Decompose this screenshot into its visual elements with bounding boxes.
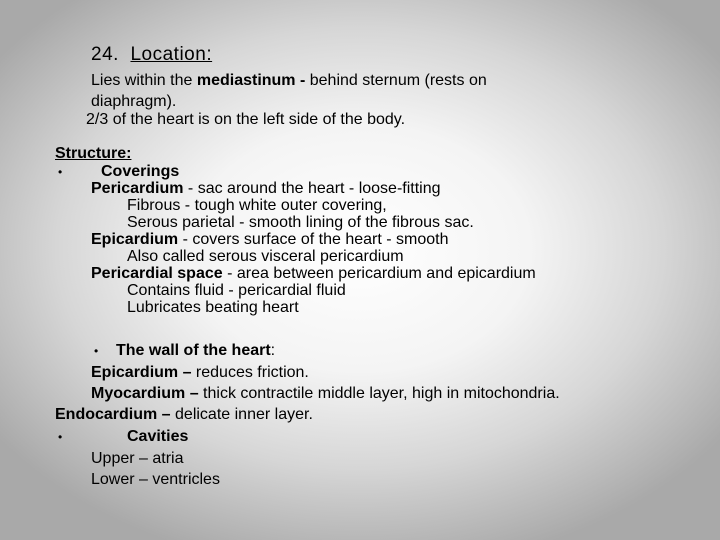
location-title: Location: xyxy=(130,44,213,65)
coverings-item xyxy=(58,163,180,181)
location-line-3: 2/3 of the heart is on the left side of the body. xyxy=(86,111,406,128)
location-heading xyxy=(91,44,212,66)
cavities-heading: Cavities xyxy=(127,428,189,445)
wall-epicardium-desc: reduces friction. xyxy=(191,364,309,381)
epicardium-line xyxy=(91,231,448,249)
structure-heading: Structure: xyxy=(55,145,132,162)
lower-ventricles-line: Lower – ventricles xyxy=(91,471,220,488)
wall-epicardium-line xyxy=(91,364,309,382)
endocardium-term: Endocardium – xyxy=(55,406,171,423)
pericardial-space-desc: - area between pericardium and epicardium xyxy=(222,265,536,282)
serous-parietal-line: Serous parietal - smooth lining of the fibrous sac. xyxy=(127,214,474,231)
location-text: behind sternum (rests on xyxy=(305,72,487,89)
cavities-item xyxy=(58,428,189,446)
myocardium-line xyxy=(91,385,560,403)
bullet-icon: • xyxy=(58,430,63,444)
fibrous-line: Fibrous - tough white outer covering, xyxy=(127,197,387,214)
pericardium-term: Pericardium xyxy=(91,180,184,197)
endocardium-line xyxy=(55,406,313,424)
wall-heading: The wall of the heart xyxy=(115,342,271,359)
contains-fluid-line: Contains fluid - pericardial fluid xyxy=(127,282,346,299)
epicardium-desc: - covers surface of the heart - smooth xyxy=(178,231,449,248)
pericardium-line xyxy=(91,180,441,198)
pericardium-desc: - sac around the heart - loose-fitting xyxy=(183,180,441,197)
myocardium-term: Myocardium – xyxy=(91,385,199,402)
bullet-icon: • xyxy=(94,344,99,358)
location-text: Lies within the xyxy=(91,72,197,89)
mediastinum-term: mediastinum - xyxy=(196,72,306,89)
lubricates-line: Lubricates beating heart xyxy=(127,299,299,316)
bullet-icon: • xyxy=(58,165,63,179)
wall-colon: : xyxy=(270,342,276,359)
coverings-heading: Coverings xyxy=(101,163,180,180)
also-called-line: Also called serous visceral pericardium xyxy=(127,248,404,265)
slide-number: 24. xyxy=(91,44,119,65)
wall-epicardium-term: Epicardium – xyxy=(91,364,192,381)
location-line-2: diaphragm). xyxy=(91,93,177,110)
myocardium-desc: thick contractile middle layer, high in mitochondria. xyxy=(198,385,560,402)
epicardium-term: Epicardium xyxy=(91,231,179,248)
endocardium-desc: delicate inner layer. xyxy=(170,406,313,423)
pericardial-space-line xyxy=(91,265,536,283)
location-line-1 xyxy=(91,72,487,90)
wall-heading-line xyxy=(94,342,275,360)
pericardial-space-term: Pericardial space xyxy=(91,265,223,282)
upper-atria-line: Upper – atria xyxy=(91,450,184,467)
